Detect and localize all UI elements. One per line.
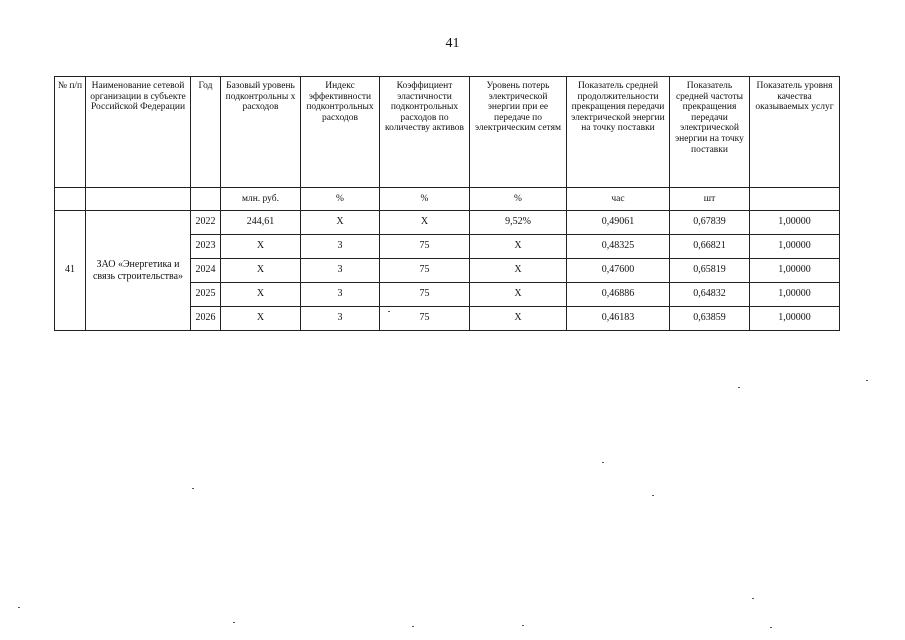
cell-base-costs: X [221,235,301,259]
scan-speck [752,598,754,599]
unit-avg-frequency: шт [670,188,750,211]
scan-speck [866,380,868,381]
header-name: Наименование сетевой организации в субъекте Российской Федерации [86,77,191,188]
scan-speck [388,311,390,312]
cell-base-costs: X [221,283,301,307]
cell-avg-frequency: 0,63859 [670,307,750,331]
cell-elasticity-coef: 75 [380,259,470,283]
unit-avg-duration: час [567,188,670,211]
header-elasticity-coef: Коэффициент эластичности подконтрольных расходов по количеству активов [380,77,470,188]
cell-avg-duration: 0,49061 [567,211,670,235]
cell-elasticity-coef: X [380,211,470,235]
organization-name: ЗАО «Энергетика и связь строительства» [86,211,191,331]
header-avg-frequency: Показатель средней частоты прекращения передачи электрической энергии на точку поставки [670,77,750,188]
header-row [55,77,840,188]
cell-base-costs: X [221,259,301,283]
tariff-parameters-table [54,76,840,331]
cell-efficiency-index: 3 [301,283,380,307]
cell-quality-level: 1,00000 [750,307,840,331]
unit-elasticity-coef: % [380,188,470,211]
cell-losses-level: X [470,283,567,307]
unit-quality-level [750,188,840,211]
scan-speck [522,625,524,626]
header-efficiency-index: Индекс эффективности подконтрольных расходов [301,77,380,188]
unit-name [86,188,191,211]
cell-avg-frequency: 0,64832 [670,283,750,307]
cell-elasticity-coef: 75 [380,235,470,259]
cell-avg-frequency: 0,67839 [670,211,750,235]
unit-efficiency-index: % [301,188,380,211]
cell-year: 2023 [191,235,221,259]
units-row [55,188,840,211]
cell-losses-level: X [470,235,567,259]
header-losses-level: Уровень потерь электрической энергии при ее передаче по электрическим сетям [470,77,567,188]
header-quality-level: Показатель уровня качества оказываемых услуг [750,77,840,188]
cell-losses-level: X [470,259,567,283]
unit-losses-level: % [470,188,567,211]
cell-year: 2025 [191,283,221,307]
unit-base-costs: млн. руб. [221,188,301,211]
header-base-costs: Базовый уровень подконтрольны х расходов [221,77,301,188]
cell-base-costs: X [221,307,301,331]
table-row [55,211,840,235]
cell-elasticity-coef: 75 [380,307,470,331]
unit-year [191,188,221,211]
cell-avg-frequency: 0,66821 [670,235,750,259]
cell-efficiency-index: 3 [301,235,380,259]
cell-losses-level: 9,52% [470,211,567,235]
page-number: 41 [445,36,460,51]
cell-year: 2026 [191,307,221,331]
scan-speck [770,627,772,628]
scan-speck [738,387,740,388]
cell-quality-level: 1,00000 [750,211,840,235]
cell-avg-duration: 0,46886 [567,283,670,307]
scan-speck [412,626,414,627]
cell-efficiency-index: 3 [301,307,380,331]
header-avg-duration: Показатель средней продолжительности прекращения передачи электрической энергии на точку поставки [567,77,670,188]
cell-losses-level: X [470,307,567,331]
cell-base-costs: 244,61 [221,211,301,235]
cell-avg-duration: 0,48325 [567,235,670,259]
scan-speck [192,488,194,489]
cell-quality-level: 1,00000 [750,259,840,283]
header-year: Год [191,77,221,188]
cell-elasticity-coef: 75 [380,283,470,307]
cell-avg-duration: 0,47600 [567,259,670,283]
cell-efficiency-index: 3 [301,259,380,283]
cell-efficiency-index: X [301,211,380,235]
unit-num [55,188,86,211]
scan-speck [18,607,20,608]
header-num: № п/п [55,77,86,188]
scan-speck [602,462,604,463]
cell-year: 2024 [191,259,221,283]
scan-speck [233,622,235,623]
cell-avg-frequency: 0,65819 [670,259,750,283]
cell-quality-level: 1,00000 [750,235,840,259]
cell-quality-level: 1,00000 [750,283,840,307]
scan-speck [652,495,654,496]
cell-avg-duration: 0,46183 [567,307,670,331]
cell-year: 2022 [191,211,221,235]
group-num: 41 [55,211,86,331]
